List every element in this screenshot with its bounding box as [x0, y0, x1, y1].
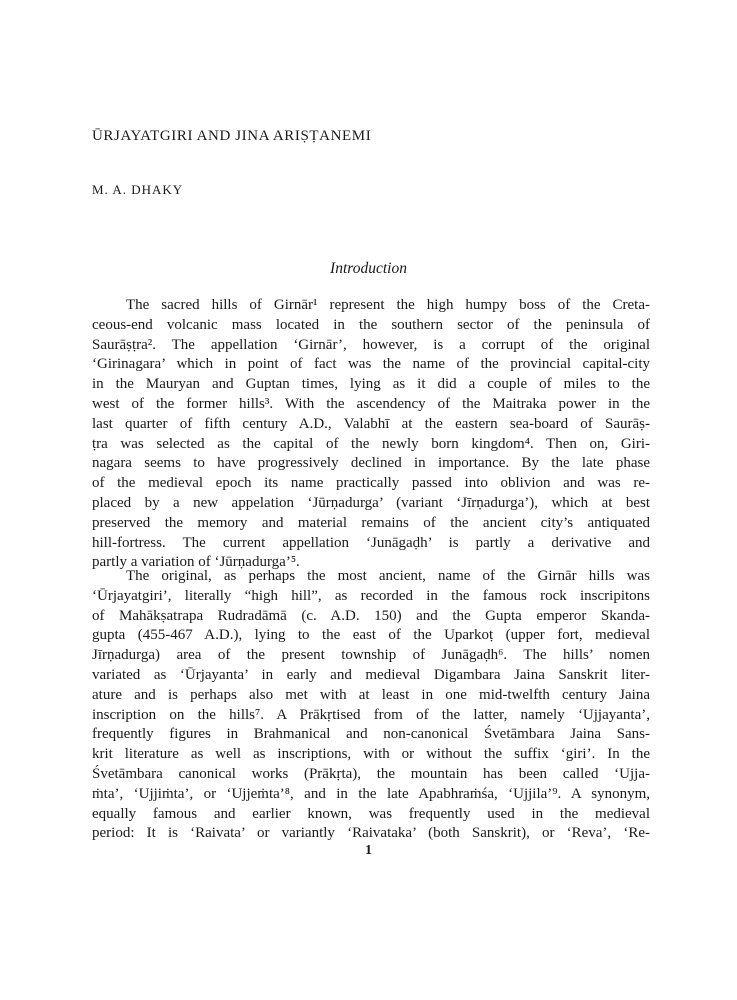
- text-line: period: It is ‘Raivata’ or variantly ‘Raivataka’ (both Sanskrit), or ‘Reva’, ‘Re-: [92, 825, 650, 842]
- text-line: last quarter of fifth century A.D., Valabhī at the eastern sea-board of Saurāṣ-: [92, 415, 650, 432]
- text-line: Śvetāmbara canonical works (Prākṛta), the mountain has been called ‘Ujja-: [92, 765, 650, 782]
- text-line: ṭra was selected as the capital of the newly born kingdom⁴. Then on, Giri-: [92, 435, 650, 452]
- page-number: 1: [365, 843, 372, 858]
- text-line: ature and is perhaps also met with at least in one mid-twelfth century Jaina: [92, 686, 650, 703]
- text-line: of Mahākṣatrapa Rudradāmā (c. A.D. 150) and the Gupta emperor Skanda-: [92, 607, 650, 624]
- text-line: preserved the memory and material remains of the ancient city’s antiquated: [92, 514, 650, 531]
- article-author: M. A. DHAKY: [92, 182, 184, 197]
- text-line: The sacred hills of Girnār¹ represent the high humpy boss of the Creta-: [126, 297, 650, 313]
- text-line: ṁta’, ‘Ujjiṁta’, or ‘Ujjeṁta’⁸, and in the late Apabhraṁśa, ‘Ujjila’⁹. A synonym,: [92, 785, 650, 802]
- text-line: of the medieval epoch its name practically passed into oblivion and was re-: [92, 475, 650, 492]
- paragraph-2: [92, 567, 650, 844]
- article-title: ŪRJAYATGIRI AND JINA ARIṢṬANEMI: [92, 128, 372, 144]
- text-line: in the Mauryan and Guptan times, lying as it did a couple of miles to the: [92, 376, 650, 393]
- text-line: hill-fortress. The current appellation ‘Junāgaḍh’ is partly a derivative and: [92, 534, 650, 551]
- text-line: frequently figures in Brahmanical and non-canonical Śvetāmbara Jaina Sans-: [92, 726, 650, 743]
- text-line: The original, as perhaps the most ancient, name of the Girnār hills was: [126, 568, 650, 584]
- text-line: variated as ‘Ūrjayanta’ in early and medieval Digambara Jaina Sanskrit liter-: [92, 666, 650, 683]
- section-heading: Introduction: [330, 260, 407, 277]
- text-line: gupta (455-467 A.D.), lying to the east of the Uparkoṭ (upper fort, medieval: [92, 627, 650, 644]
- text-line: ‘Ūrjayatgiri’, literally “high hill”, as recorded in the famous rock inscripitons: [92, 587, 650, 604]
- text-line: krit literature as well as inscriptions, with or without the suffix ‘giri’. In the: [92, 746, 650, 763]
- text-line: Jīrṇadurga) area of the present township of Junāgaḍh⁶. The hills’ nomen: [92, 647, 650, 664]
- text-line: ceous-end volcanic mass located in the southern sector of the peninsula of: [92, 316, 650, 333]
- text-line: partly a variation of ‘Jūrṇadurga’⁵.: [92, 554, 300, 571]
- text-line: ‘Girinagara’ which in point of fact was the name of the provincial capital-city: [92, 356, 650, 373]
- text-line: nagara seems to have progressively declined in importance. By the late phase: [92, 455, 650, 472]
- text-line: inscription on the hills⁷. A Prākṛtised from of the latter, namely ‘Ujjayanta’,: [92, 706, 650, 723]
- text-line: equally famous and earlier known, was frequently used in the medieval: [92, 805, 650, 822]
- paragraph-1: [92, 296, 650, 573]
- text-line: placed by a new appelation ‘Jūrṇadurga’ (variant ‘Jīrṇadurga’), which at best: [92, 494, 650, 511]
- text-line: Saurāṣṭra². The appellation ‘Girnār’, however, is a corrupt of the original: [92, 336, 650, 353]
- text-line: west of the former hills³. With the ascendency of the Maitraka power in the: [92, 395, 650, 412]
